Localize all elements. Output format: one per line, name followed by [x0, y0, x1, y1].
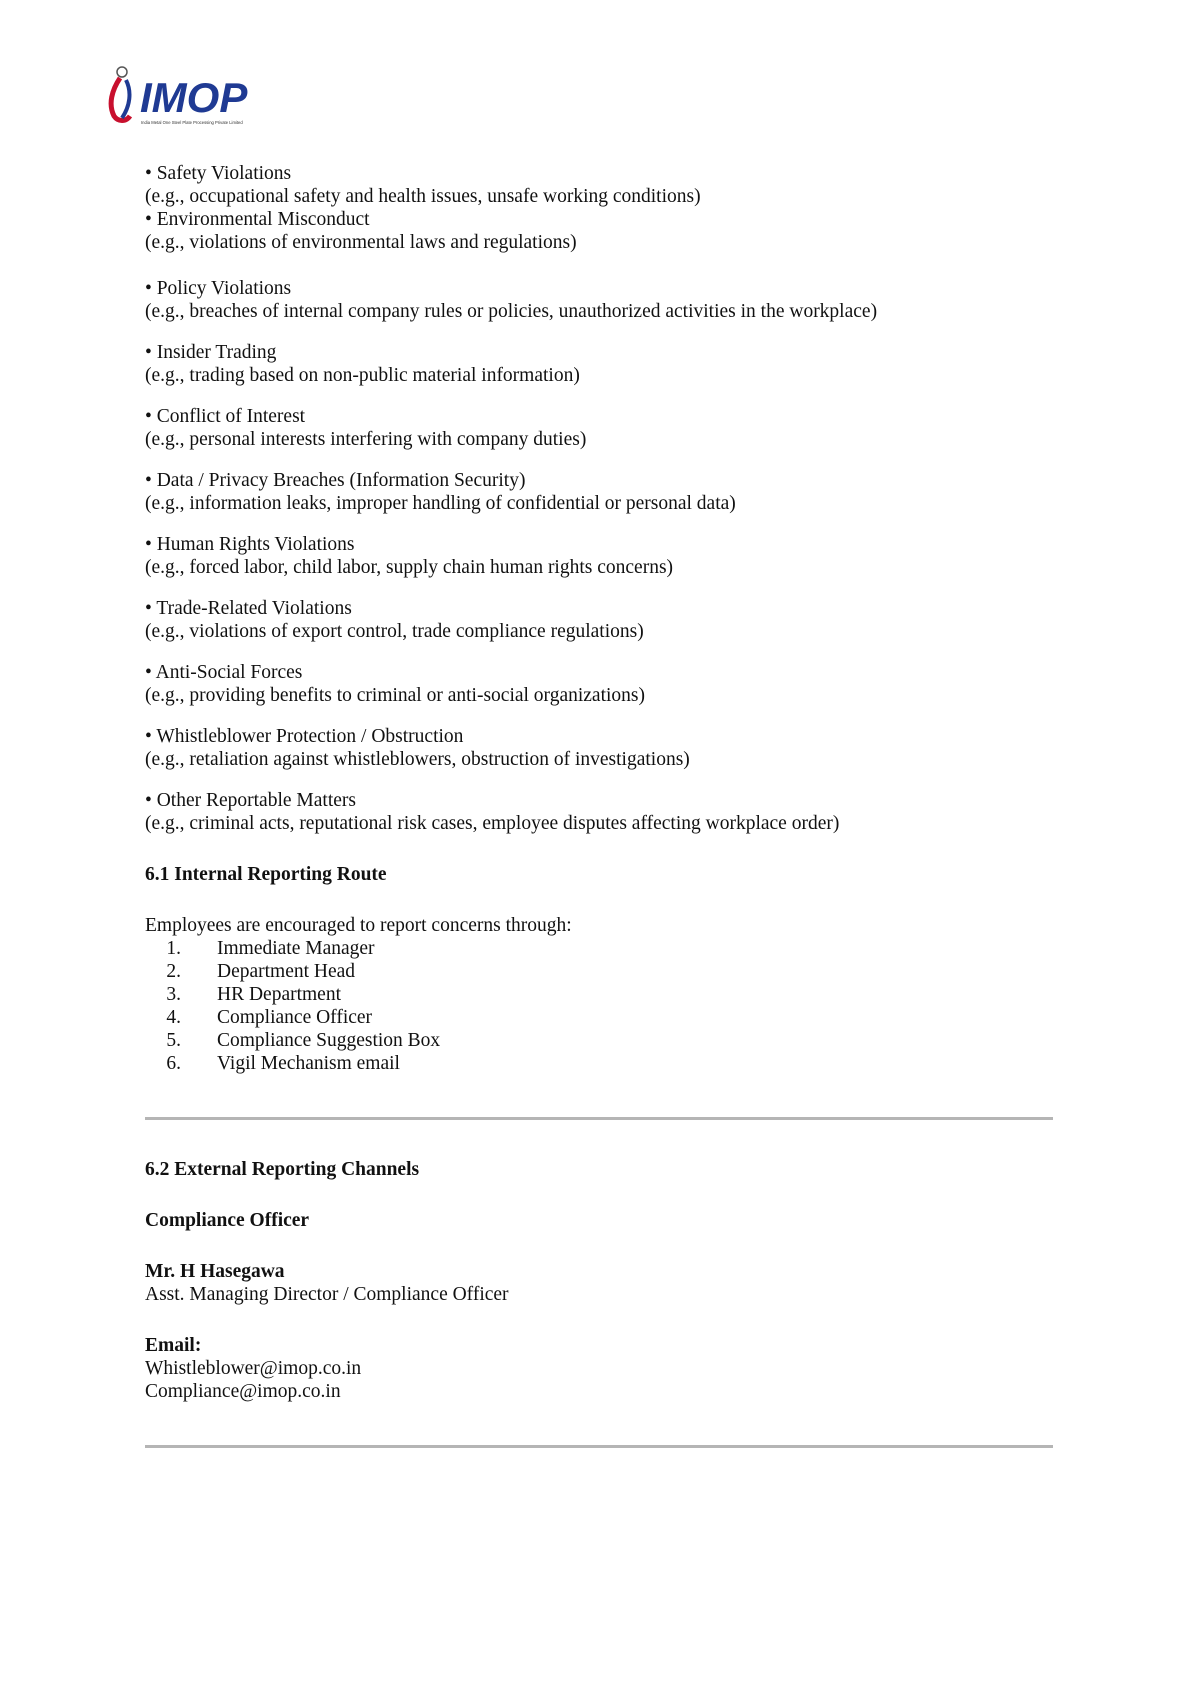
category-title: • Data / Privacy Breaches (Information Security): [145, 470, 526, 491]
category-title: • Trade-Related Violations: [145, 598, 352, 619]
category-item: [145, 162, 1055, 208]
list-item: [166, 1006, 1055, 1029]
list-item-label: Compliance Suggestion Box: [217, 1030, 441, 1051]
list-item: [166, 937, 1055, 960]
category-description: (e.g., trading based on non-public material information): [145, 365, 580, 386]
list-number: 4.: [166, 1007, 181, 1028]
officer-name: Mr. H Hasegawa: [145, 1261, 285, 1282]
section-divider: [145, 1117, 1053, 1120]
external-channels-heading: 6.2 External Reporting Channels: [145, 1159, 420, 1180]
category-title: • Whistleblower Protection / Obstruction: [145, 726, 464, 747]
internal-route-list: [145, 937, 1055, 1075]
category-title: • Human Rights Violations: [145, 534, 355, 555]
category-description: (e.g., personal interests interfering with company duties): [145, 429, 587, 450]
category-description: (e.g., forced labor, child labor, supply chain human rights concerns): [145, 557, 674, 578]
category-item: [145, 277, 1055, 323]
category-title: • Conflict of Interest: [145, 406, 306, 427]
category-item: [145, 533, 1055, 579]
compliance-officer-heading: Compliance Officer: [145, 1210, 310, 1231]
list-item: [166, 960, 1055, 983]
category-title: • Policy Violations: [145, 278, 292, 299]
document-body: [145, 162, 1055, 1448]
list-item-label: Immediate Manager: [217, 938, 375, 959]
list-item-label: Compliance Officer: [217, 1007, 373, 1028]
category-item: [145, 597, 1055, 643]
category-title: • Anti-Social Forces: [145, 662, 303, 683]
list-number: 5.: [166, 1030, 181, 1051]
officer-role: Asst. Managing Director / Compliance Officer: [145, 1284, 509, 1305]
violation-categories: [145, 162, 1055, 835]
category-item: [145, 661, 1055, 707]
internal-route-intro: Employees are encouraged to report concerns through:: [145, 915, 572, 936]
category-description: (e.g., violations of environmental laws and regulations): [145, 232, 577, 253]
list-number: 3.: [166, 984, 181, 1005]
imop-logo-icon: [104, 60, 276, 132]
list-number: 1.: [166, 938, 181, 959]
section-divider: [145, 1445, 1053, 1448]
category-title: • Environmental Misconduct: [145, 209, 370, 230]
list-item-label: Vigil Mechanism email: [217, 1053, 400, 1074]
email-address[interactable]: Whistleblower@imop.co.in: [145, 1358, 362, 1379]
list-item: [166, 983, 1055, 1006]
company-logo: [104, 60, 276, 132]
list-number: 2.: [166, 961, 181, 982]
category-title: • Safety Violations: [145, 163, 292, 184]
category-item: [145, 341, 1055, 387]
category-description: (e.g., violations of export control, trade compliance regulations): [145, 621, 644, 642]
list-number: 6.: [166, 1053, 181, 1074]
list-item: [166, 1052, 1055, 1075]
internal-route-heading: 6.1 Internal Reporting Route: [145, 864, 387, 885]
category-item: [145, 208, 1055, 254]
category-title: • Insider Trading: [145, 342, 277, 363]
list-item: [166, 1029, 1055, 1052]
category-description: (e.g., occupational safety and health issues, unsafe working conditions): [145, 186, 701, 207]
category-description: (e.g., breaches of internal company rules or policies, unauthorized activities in the workplace): [145, 301, 878, 322]
logo-tagline: India Metal One Steel Plate Processing Private Limited: [141, 120, 243, 125]
email-label: Email:: [145, 1335, 202, 1356]
category-item: [145, 789, 1055, 835]
category-description: (e.g., retaliation against whistleblowers, obstruction of investigations): [145, 749, 690, 770]
logo-wordmark: IMOP: [140, 74, 248, 121]
category-title: • Other Reportable Matters: [145, 790, 356, 811]
category-description: (e.g., criminal acts, reputational risk cases, employee disputes affecting workplace order): [145, 813, 840, 834]
email-address[interactable]: Compliance@imop.co.in: [145, 1381, 341, 1402]
category-description: (e.g., information leaks, improper handling of confidential or personal data): [145, 493, 736, 514]
category-description: (e.g., providing benefits to criminal or anti-social organizations): [145, 685, 646, 706]
list-item-label: HR Department: [217, 984, 342, 1005]
list-item-label: Department Head: [217, 961, 356, 982]
category-item: [145, 725, 1055, 771]
category-item: [145, 469, 1055, 515]
category-item: [145, 405, 1055, 451]
